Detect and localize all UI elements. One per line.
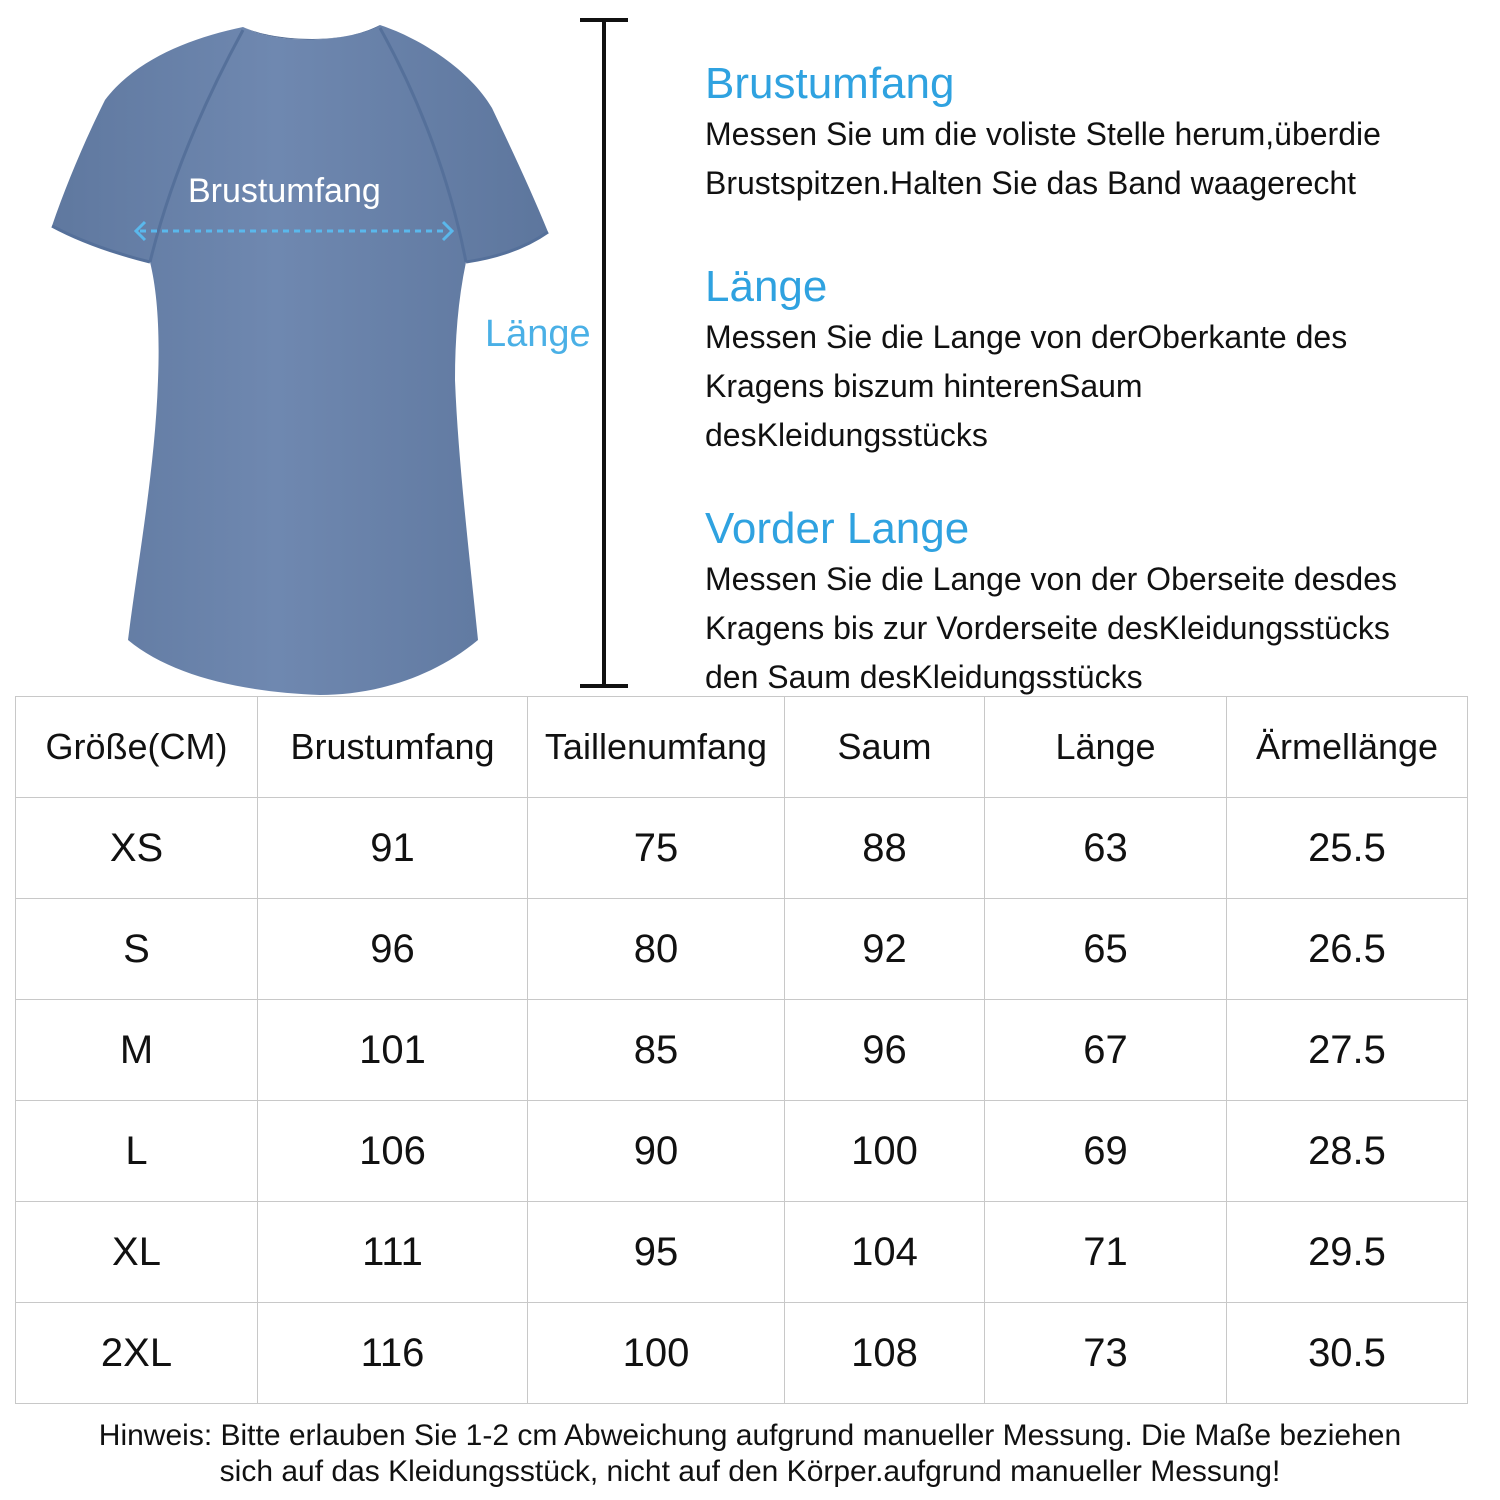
table-cell: 2XL	[16, 1303, 258, 1404]
table-cell: 96	[785, 1000, 985, 1101]
table-cell: S	[16, 899, 258, 1000]
info-section-chest	[705, 58, 1500, 208]
info-description	[705, 110, 1500, 208]
info-line: Messen Sie die Lange von derOberkante des	[705, 319, 1348, 355]
column-header-waist: Taillenumfang	[528, 697, 785, 798]
table-cell: 69	[985, 1101, 1227, 1202]
table-cell: 108	[785, 1303, 985, 1404]
note-line: sich auf das Kleidungsstück, nicht auf den Körper.aufgrund manueller Messung!	[219, 1455, 1281, 1488]
tshirt-body	[52, 25, 548, 695]
table-row	[16, 798, 1468, 899]
column-header-hem: Saum	[785, 697, 985, 798]
table-cell: 104	[785, 1202, 985, 1303]
info-description	[705, 313, 1500, 460]
table-cell: 73	[985, 1303, 1227, 1404]
table-cell: 88	[785, 798, 985, 899]
table-cell: 95	[528, 1202, 785, 1303]
size-table	[15, 696, 1468, 1404]
shirt-chest-label: Brustumfang	[188, 172, 381, 210]
info-line: Kragens bis zur Vorderseite desKleidungsstücks	[705, 610, 1390, 646]
table-cell: 85	[528, 1000, 785, 1101]
table-cell: 90	[528, 1101, 785, 1202]
info-title: Brustumfang	[705, 59, 955, 108]
table-cell: 101	[258, 1000, 528, 1101]
table-cell: 80	[528, 899, 785, 1000]
info-section-length	[705, 261, 1500, 460]
table-cell: 91	[258, 798, 528, 899]
table-cell: 71	[985, 1202, 1227, 1303]
column-header-chest: Brustumfang	[258, 697, 528, 798]
info-line: desKleidungsstücks	[705, 417, 988, 453]
info-line: Messen Sie um die voliste Stelle herum,überdie	[705, 116, 1381, 152]
table-cell: 29.5	[1227, 1202, 1468, 1303]
note-line: Hinweis: Bitte erlauben Sie 1-2 cm Abweichung aufgrund manueller Messung. Die Maße beziehen	[98, 1419, 1402, 1452]
table-cell: 25.5	[1227, 798, 1468, 899]
table-cell: M	[16, 1000, 258, 1101]
table-row	[16, 1000, 1468, 1101]
column-header-sleeve: Ärmellänge	[1227, 697, 1468, 798]
table-cell: XS	[16, 798, 258, 899]
table-row	[16, 1303, 1468, 1404]
info-title: Vorder Lange	[705, 504, 970, 553]
info-line: Brustspitzen.Halten Sie das Band waagerecht	[705, 165, 1357, 201]
table-header-row	[16, 697, 1468, 798]
measurement-note	[0, 1418, 1500, 1490]
shirt-length-label: Länge	[485, 313, 591, 355]
info-line: Kragens biszum hinterenSaum	[705, 368, 1143, 404]
table-cell: 27.5	[1227, 1000, 1468, 1101]
table-cell: 92	[785, 899, 985, 1000]
info-title: Länge	[705, 262, 828, 311]
table-cell: 100	[528, 1303, 785, 1404]
table-cell: L	[16, 1101, 258, 1202]
table-cell: 63	[985, 798, 1227, 899]
table-cell: 28.5	[1227, 1101, 1468, 1202]
column-header-length: Länge	[985, 697, 1227, 798]
table-cell: 111	[258, 1202, 528, 1303]
table-cell: 116	[258, 1303, 528, 1404]
table-cell: 67	[985, 1000, 1227, 1101]
table-row	[16, 1202, 1468, 1303]
info-description	[705, 555, 1500, 702]
table-cell: 65	[985, 899, 1227, 1000]
info-section-front-length	[705, 503, 1500, 702]
info-line: Messen Sie die Lange von der Oberseite desdes	[705, 561, 1397, 597]
table-cell: 106	[258, 1101, 528, 1202]
table-cell: 96	[258, 899, 528, 1000]
info-line: den Saum desKleidungsstücks	[705, 659, 1143, 695]
table-row	[16, 899, 1468, 1000]
table-cell: XL	[16, 1202, 258, 1303]
table-row	[16, 1101, 1468, 1202]
table-cell: 26.5	[1227, 899, 1468, 1000]
shirt-figure	[0, 0, 640, 700]
table-cell: 30.5	[1227, 1303, 1468, 1404]
table-cell: 75	[528, 798, 785, 899]
table-cell: 100	[785, 1101, 985, 1202]
column-header-size: Größe(CM)	[16, 697, 258, 798]
